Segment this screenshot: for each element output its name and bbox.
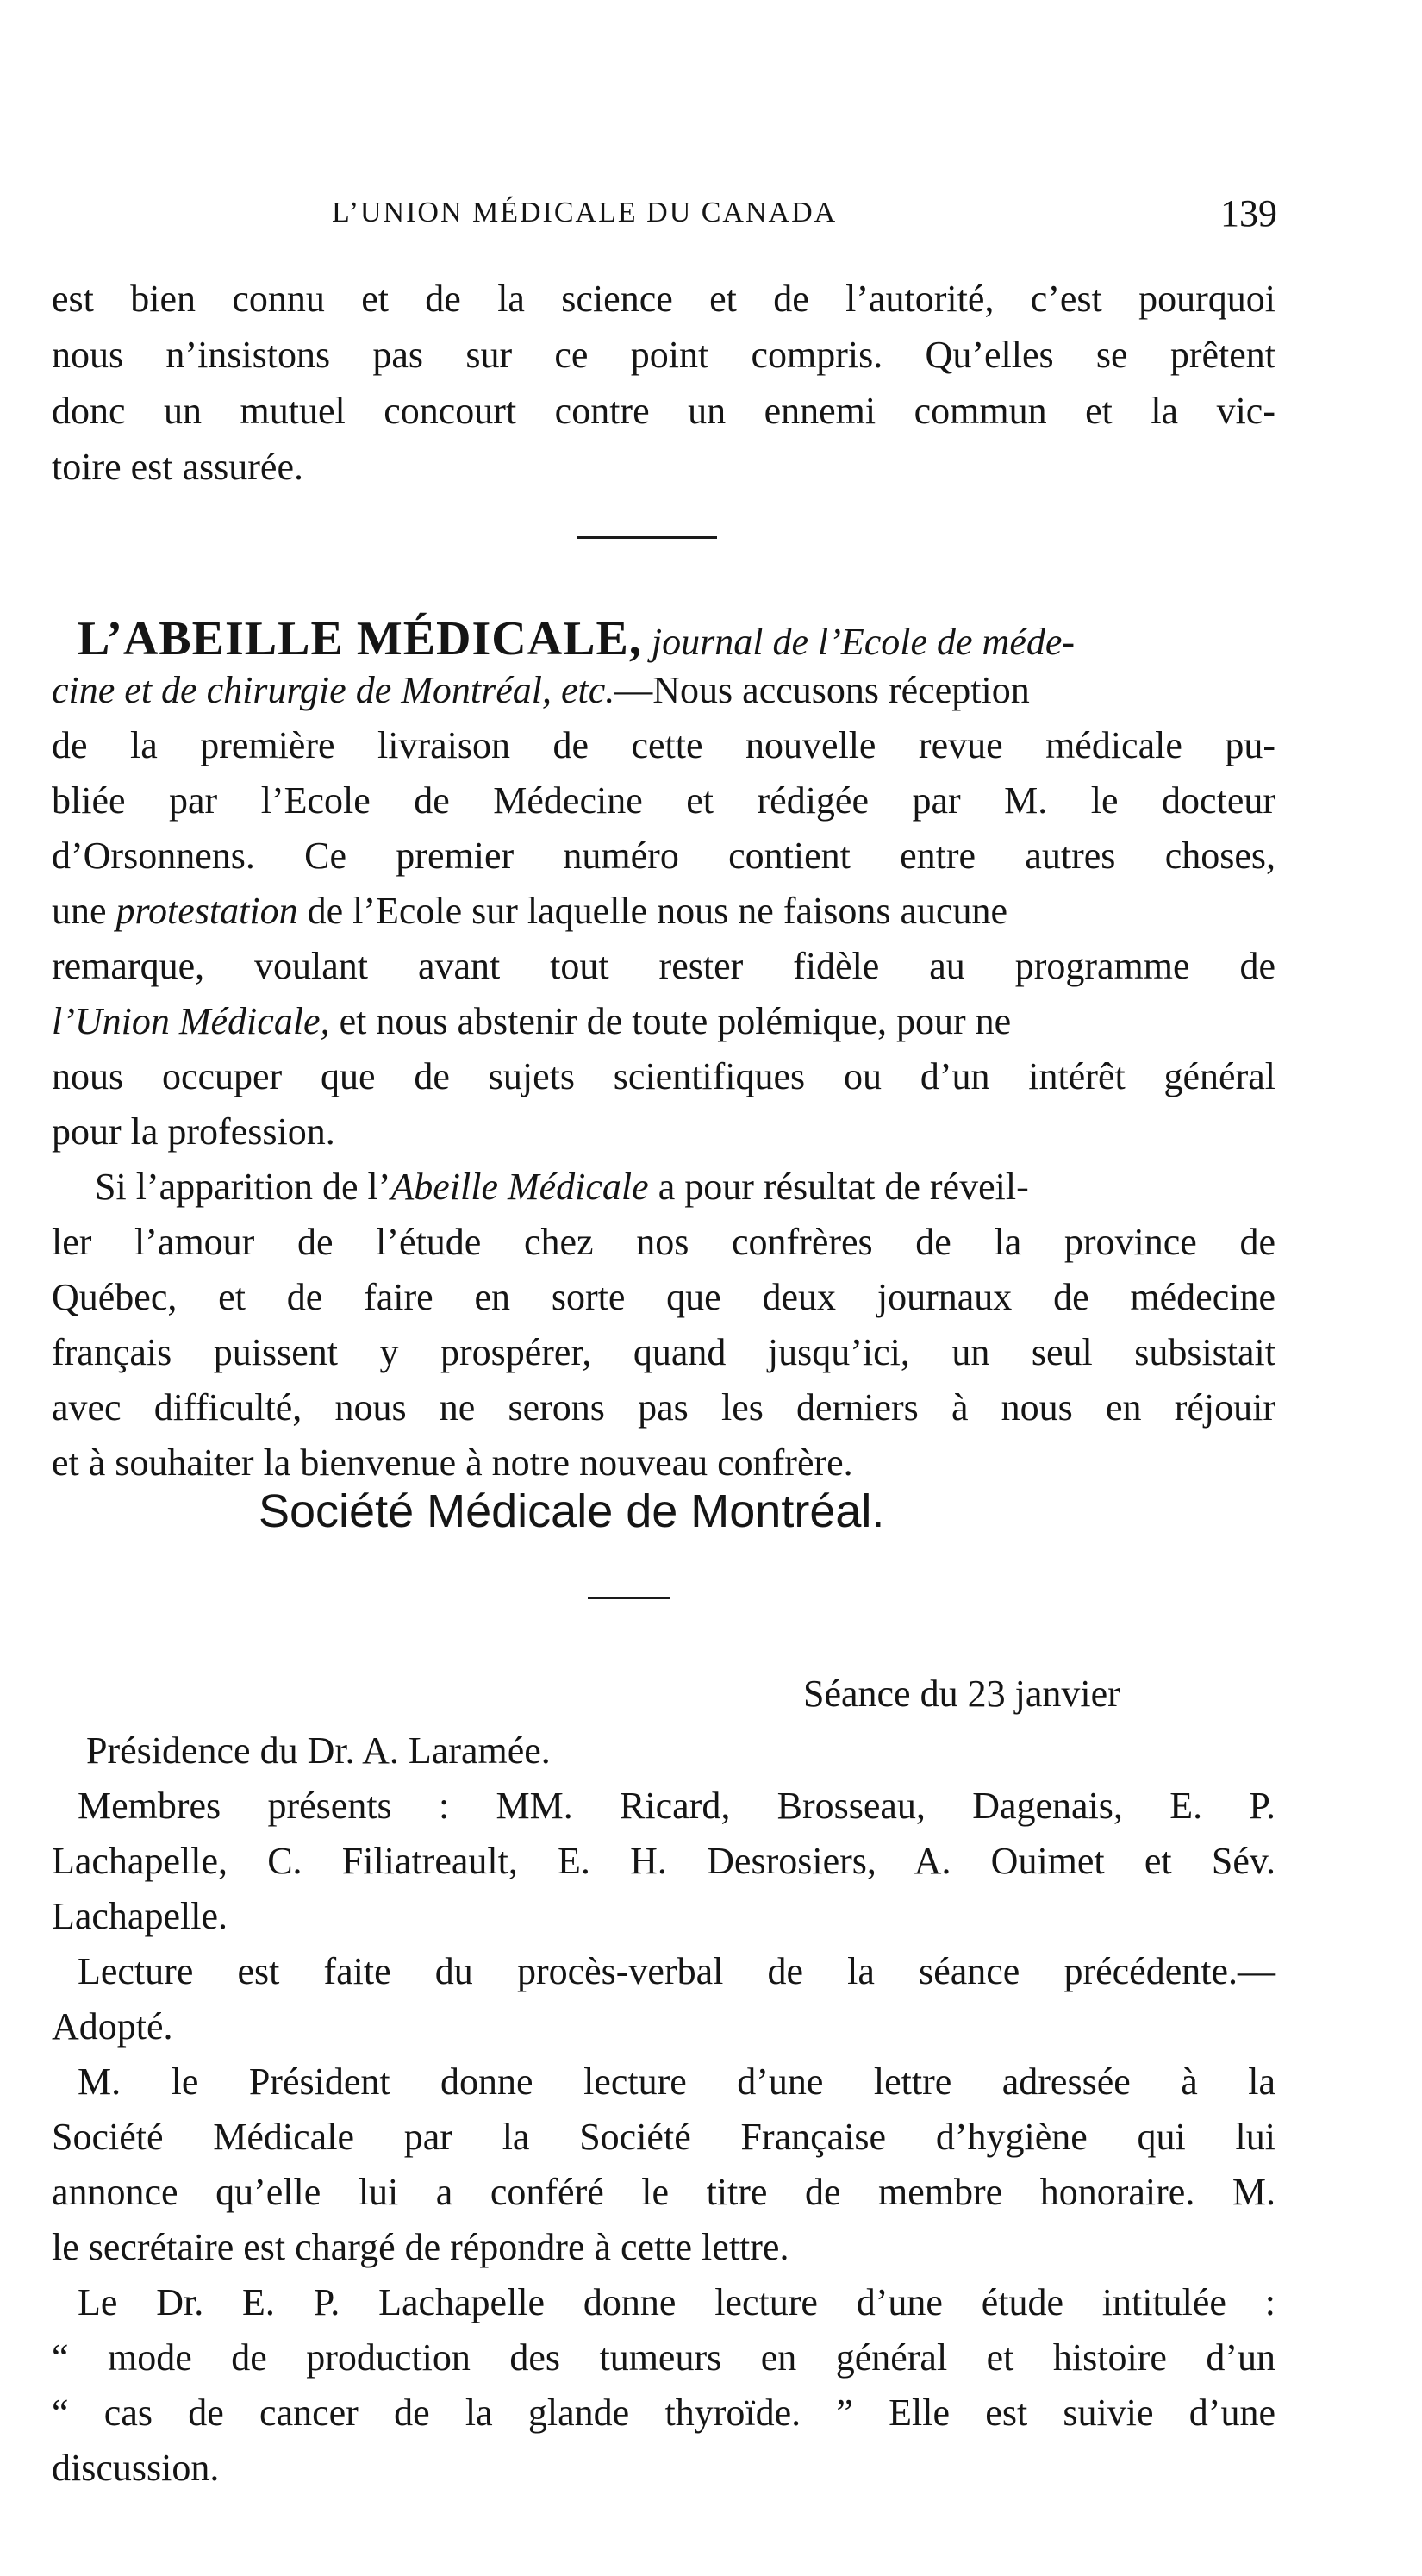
running-title: L’UNION MÉDICALE DU CANADA <box>332 197 838 228</box>
text-line: et à souhaiter la bienvenue à notre nouveau confrère. <box>52 1441 853 1484</box>
text-line: Le Dr. E. P. Lachapelle donne lecture d’une étude intitulée : <box>78 2281 1275 2323</box>
text-line: avec difficulté, nous ne serons pas les derniers à nous en réjouir <box>52 1386 1275 1429</box>
text-line <box>52 669 1275 712</box>
seance-date: Séance du 23 janvier <box>803 1673 1120 1715</box>
journal-reference: Abeille Médicale <box>390 1166 649 1208</box>
text-line: Présidence du Dr. A. Laramée. <box>86 1729 551 1772</box>
section-heading: Société Médicale de Montréal. <box>259 1485 885 1537</box>
text-line: M. le Président donne lecture d’une lettre adressée à la <box>78 2060 1275 2103</box>
text-line: est bien connu et de la science et de l’autorité, c’est pourquoi <box>52 278 1275 320</box>
text-line: français puissent y prospérer, quand jusqu’ici, un seul subsistait <box>52 1331 1275 1373</box>
journal-subtitle: journal de l’Ecole de méde- <box>651 621 1076 663</box>
text-line: toire est assurée. <box>52 446 303 488</box>
page-number: 139 <box>1220 192 1277 234</box>
text-line: discussion. <box>52 2447 220 2489</box>
text-span: de l’Ecole sur laquelle nous ne faisons aucune <box>307 890 1008 932</box>
journal-name: L’ABEILLE MÉDICALE, <box>78 612 642 666</box>
text-line: de la première livraison de cette nouvelle revue médicale pu- <box>52 724 1275 766</box>
text-line: Membres présents : MM. Ricard, Brosseau, Dagenais, E. P. <box>78 1785 1275 1827</box>
text-line: d’Orsonnens. Ce premier numéro contient entre autres choses, <box>52 835 1275 877</box>
text-line: “ mode de production des tumeurs en général et histoire d’un <box>52 2336 1275 2379</box>
abeille-title-line <box>78 612 1275 666</box>
text-line: le secrétaire est chargé de répondre à cette lettre. <box>52 2226 789 2268</box>
journal-subtitle-cont: cine et de chirurgie de Montréal, etc. <box>52 669 615 711</box>
text-line: Lachapelle, C. Filiatreault, E. H. Desrosiers, A. Ouimet et Sév. <box>52 1840 1275 1882</box>
italic-term: protestation <box>115 890 298 932</box>
text-span: une <box>52 890 107 932</box>
text-line: donc un mutuel concourt contre un ennemi commun et la vic- <box>52 390 1275 432</box>
text-line: nous n’insistons pas sur ce point compris. Qu’elles se prêtent <box>52 334 1275 376</box>
text-line: Lachapelle. <box>52 1895 228 1937</box>
text-line: nous occuper que de sujets scientifiques ou d’un intérêt général <box>52 1055 1275 1097</box>
text-line: bliée par l’Ecole de Médecine et rédigée par M. le docteur <box>52 779 1275 822</box>
text-span: —Nous accusons réception <box>614 669 1030 711</box>
text-line: “ cas de cancer de la glande thyroïde. ” Elle est suivie d’une <box>52 2392 1275 2434</box>
text-line: Adopté. <box>52 2005 173 2048</box>
text-line <box>95 1166 1275 1209</box>
text-line: Lecture est faite du procès-verbal de la séance précédente.— <box>78 1950 1275 1992</box>
text-line: ler l’amour de l’étude chez nos confrères de la province de <box>52 1221 1275 1263</box>
text-span: Si l’apparition de l’ <box>95 1166 391 1208</box>
text-line: Québec, et de faire en sorte que deux journaux de médecine <box>52 1276 1275 1318</box>
section-divider <box>588 1597 670 1599</box>
text-line: annonce qu’elle lui a conféré le titre de membre honoraire. M. <box>52 2171 1275 2213</box>
text-span: a pour résultat de réveil- <box>658 1166 1029 1208</box>
journal-reference: l’Union Médicale, <box>52 1000 330 1042</box>
section-divider <box>577 536 717 539</box>
running-header <box>0 192 1422 248</box>
text-line: Société Médicale par la Société Française d’hygiène qui lui <box>52 2116 1275 2158</box>
text-line: remarque, voulant avant tout rester fidèle au programme de <box>52 945 1275 987</box>
text-span: et nous abstenir de toute polémique, pour ne <box>339 1000 1012 1042</box>
text-line: pour la profession. <box>52 1110 335 1153</box>
text-line <box>52 890 1275 933</box>
text-line <box>52 1000 1275 1043</box>
